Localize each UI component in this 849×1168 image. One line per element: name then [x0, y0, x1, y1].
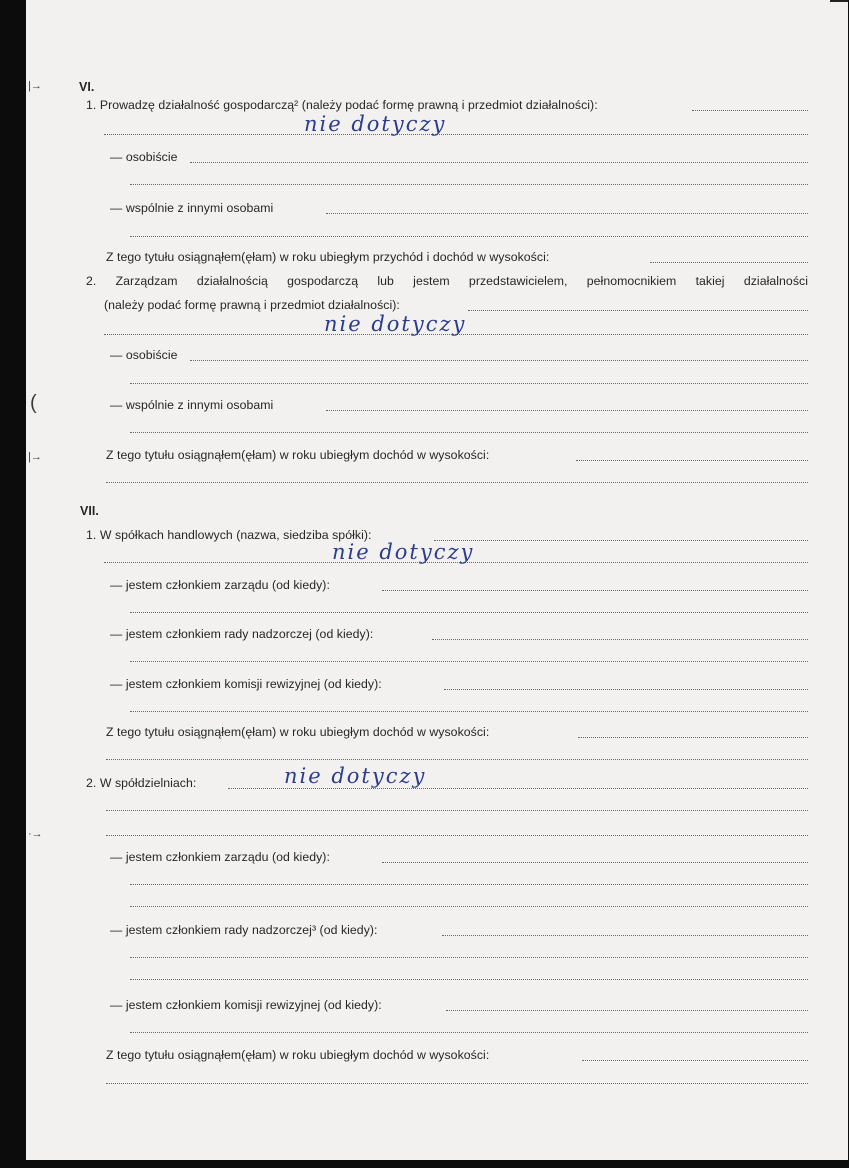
vi-2-label-line1: 2. Zarządzam działalnością gospodarczą lub jestem przedstawicielem, pełnomocnikiem takiej działalności — [86, 274, 808, 288]
vii-1-supervisory: — jestem członkiem rady nadzorczej (od kiedy): — [110, 627, 374, 641]
vi-2-jointly: — wspólnie z innymi osobami — [110, 398, 274, 412]
answer-line[interactable] — [432, 639, 808, 640]
vi-2-label-line2: (należy podać formę prawną i przedmiot działalności): — [104, 298, 400, 312]
answer-line[interactable] — [692, 110, 808, 111]
vii-1-income: Z tego tytułu osiągnąłem(ęłam) w roku ubiegłym dochód w wysokości: — [106, 725, 490, 739]
answer-line[interactable] — [130, 612, 808, 613]
answer-line[interactable] — [130, 383, 808, 384]
handwritten-answer: nie dotyczy — [324, 312, 467, 336]
answer-line[interactable] — [228, 788, 808, 789]
margin-mark: |→ — [28, 451, 42, 463]
handwritten-answer: nie dotyczy — [284, 764, 427, 788]
vii-1-audit: — jestem członkiem komisji rewizyjnej (od kiedy): — [110, 677, 382, 691]
answer-line[interactable] — [650, 262, 808, 263]
answer-line[interactable] — [382, 590, 808, 591]
answer-line[interactable] — [104, 134, 808, 135]
vi-1-income: Z tego tytułu osiągnąłem(ęłam) w roku ubiegłym przychód i dochód w wysokości: — [106, 250, 550, 264]
answer-line[interactable] — [326, 410, 808, 411]
vii-1-board: — jestem członkiem zarządu (od kiedy): — [110, 578, 330, 592]
answer-line[interactable] — [130, 236, 808, 237]
margin-mark: ·→ — [28, 828, 43, 840]
answer-line[interactable] — [106, 810, 808, 811]
answer-line[interactable] — [130, 432, 808, 433]
answer-line[interactable] — [106, 759, 808, 760]
answer-line[interactable] — [582, 1060, 808, 1061]
answer-line[interactable] — [190, 360, 808, 361]
vii-2-supervisory: — jestem członkiem rady nadzorczej³ (od kiedy): — [110, 923, 378, 937]
vi-1-jointly: — wspólnie z innymi osobami — [110, 201, 274, 215]
vi-2-personally: — osobiście — [110, 348, 178, 362]
answer-line[interactable] — [130, 884, 808, 885]
answer-line[interactable] — [130, 979, 808, 980]
vii-1-label: 1. W spółkach handlowych (nazwa, siedziba spółki): — [86, 528, 372, 542]
answer-line[interactable] — [106, 482, 808, 483]
answer-line[interactable] — [130, 711, 808, 712]
answer-line[interactable] — [130, 661, 808, 662]
handwritten-answer: nie dotyczy — [332, 540, 475, 564]
vii-2-label: 2. W spółdzielniach: — [86, 776, 197, 790]
answer-line[interactable] — [130, 1032, 808, 1033]
handwritten-answer: nie dotyczy — [304, 112, 447, 136]
answer-line[interactable] — [444, 689, 808, 690]
vi-1-personally: — osobiście — [110, 150, 178, 164]
vi-2-income: Z tego tytułu osiągnąłem(ęłam) w roku ubiegłym dochód w wysokości: — [106, 448, 490, 462]
vi-1-label: 1. Prowadzę działalność gospodarczą² (należy podać formę prawną i przedmiot działalności): — [86, 98, 598, 112]
margin-mark: ( — [30, 392, 37, 414]
answer-line[interactable] — [382, 862, 808, 863]
vii-2-audit: — jestem członkiem komisji rewizyjnej (od kiedy): — [110, 998, 382, 1012]
answer-line[interactable] — [130, 957, 808, 958]
answer-line[interactable] — [576, 460, 808, 461]
scan-edge-mark — [830, 0, 848, 2]
vii-2-board: — jestem członkiem zarządu (od kiedy): — [110, 850, 330, 864]
answer-line[interactable] — [468, 310, 808, 311]
answer-line[interactable] — [434, 540, 808, 541]
section-vii-heading: VII. — [80, 504, 99, 518]
answer-line[interactable] — [442, 935, 808, 936]
declaration-page — [26, 0, 848, 1160]
answer-line[interactable] — [130, 184, 808, 185]
section-vi-heading: VI. — [79, 80, 95, 94]
answer-line[interactable] — [130, 906, 808, 907]
answer-line[interactable] — [446, 1010, 808, 1011]
answer-line[interactable] — [106, 1083, 808, 1084]
answer-line[interactable] — [106, 835, 808, 836]
answer-line[interactable] — [578, 737, 808, 738]
answer-line[interactable] — [190, 162, 808, 163]
answer-line[interactable] — [326, 213, 808, 214]
margin-mark: |→ — [28, 80, 42, 92]
vii-2-income: Z tego tytułu osiągnąłem(ęłam) w roku ubiegłym dochód w wysokości: — [106, 1048, 490, 1062]
